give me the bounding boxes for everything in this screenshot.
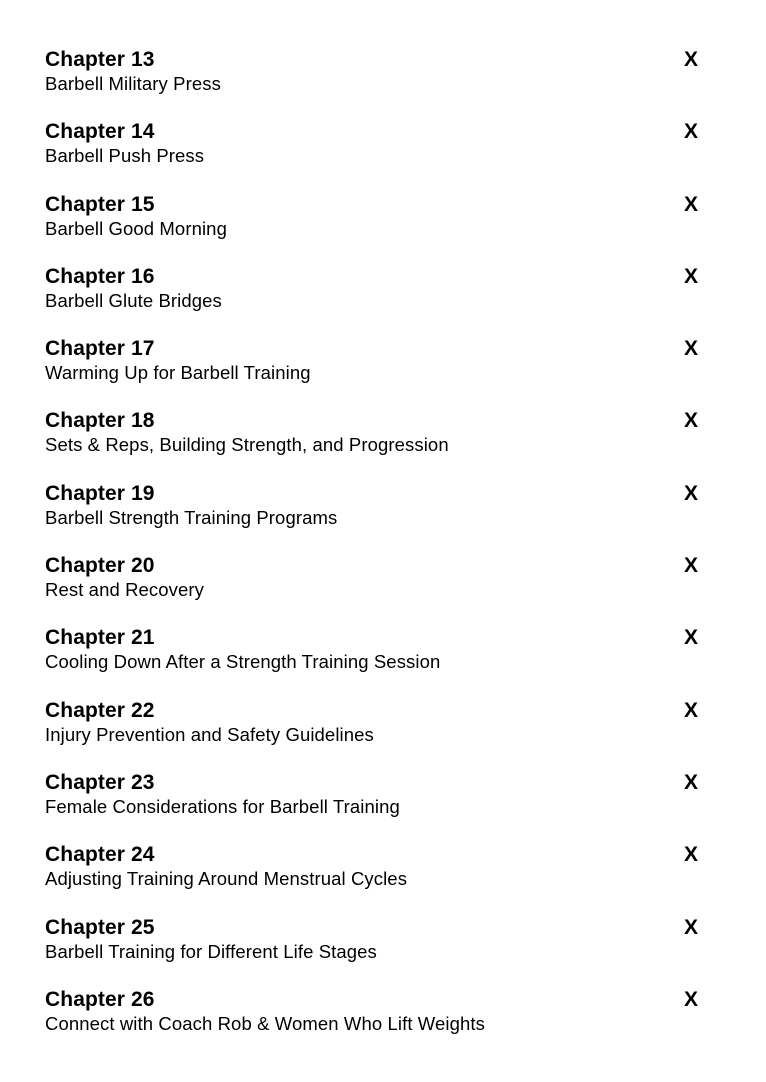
chapter-title: Female Considerations for Barbell Training <box>45 795 400 817</box>
chapter-title: Barbell Good Morning <box>45 217 227 239</box>
chapter-number: Chapter 15 <box>45 192 155 216</box>
toc-entry-chapter-22 <box>45 697 705 769</box>
toc-entry-chapter-19 <box>45 480 705 552</box>
checklist-mark: X <box>683 987 698 1011</box>
checklist-mark: X <box>683 48 698 71</box>
chapter-number: Chapter 13 <box>45 48 155 71</box>
chapter-number: Chapter 20 <box>45 554 155 578</box>
chapter-number: Chapter 22 <box>45 698 155 722</box>
checklist-mark: X <box>683 698 698 722</box>
toc-entry-chapter-25 <box>45 914 705 986</box>
chapter-number: Chapter 19 <box>45 481 155 505</box>
toc-entry-chapter-21 <box>45 624 705 696</box>
chapter-title: Cooling Down After a Strength Training Session <box>45 651 441 673</box>
chapter-title: Rest and Recovery <box>45 579 205 601</box>
chapter-number: Chapter 17 <box>45 337 155 361</box>
chapter-title: Injury Prevention and Safety Guidelines <box>45 723 374 745</box>
checklist-mark: X <box>683 481 698 505</box>
checklist-mark: X <box>683 264 698 288</box>
chapter-number: Chapter 16 <box>45 264 155 288</box>
checklist-mark: X <box>683 192 698 216</box>
toc-entry-chapter-16 <box>45 263 705 335</box>
chapter-title: Sets & Reps, Building Strength, and Progression <box>45 434 449 456</box>
toc-entry-chapter-15 <box>45 191 705 263</box>
checklist-mark: X <box>683 843 698 867</box>
checklist-mark: X <box>683 770 698 794</box>
chapter-title: Barbell Training for Different Life Stages <box>45 940 377 962</box>
checklist-mark: X <box>683 915 698 939</box>
chapter-title: Barbell Push Press <box>45 145 205 167</box>
toc-entry-chapter-17 <box>45 335 705 407</box>
chapter-title: Connect with Coach Rob & Women Who Lift Weights <box>45 1012 485 1034</box>
chapter-number: Chapter 25 <box>45 915 155 939</box>
toc-entry-chapter-26 <box>45 986 705 1058</box>
chapter-title: Barbell Glute Bridges <box>45 289 222 311</box>
chapter-title: Barbell Military Press <box>45 73 221 94</box>
chapter-number: Chapter 21 <box>45 626 155 650</box>
chapter-number: Chapter 14 <box>45 120 155 144</box>
table-of-contents <box>45 46 705 1058</box>
checklist-mark: X <box>683 554 698 578</box>
chapter-title: Warming Up for Barbell Training <box>45 362 311 384</box>
checklist-mark: X <box>683 626 698 650</box>
chapter-number: Chapter 24 <box>45 843 155 867</box>
checklist-mark: X <box>683 409 698 433</box>
chapter-number: Chapter 18 <box>45 409 155 433</box>
checklist-mark: X <box>683 337 698 361</box>
toc-entry-chapter-14 <box>45 118 705 190</box>
toc-entry-chapter-20 <box>45 552 705 624</box>
chapter-title: Adjusting Training Around Menstrual Cycles <box>45 868 408 890</box>
toc-entry-chapter-13 <box>45 46 705 118</box>
checklist-mark: X <box>683 120 698 144</box>
toc-entry-chapter-24 <box>45 841 705 913</box>
chapter-title: Barbell Strength Training Programs <box>45 506 338 528</box>
toc-entry-chapter-23 <box>45 769 705 841</box>
chapter-number: Chapter 26 <box>45 987 155 1011</box>
toc-entry-chapter-18 <box>45 407 705 479</box>
chapter-number: Chapter 23 <box>45 770 155 794</box>
